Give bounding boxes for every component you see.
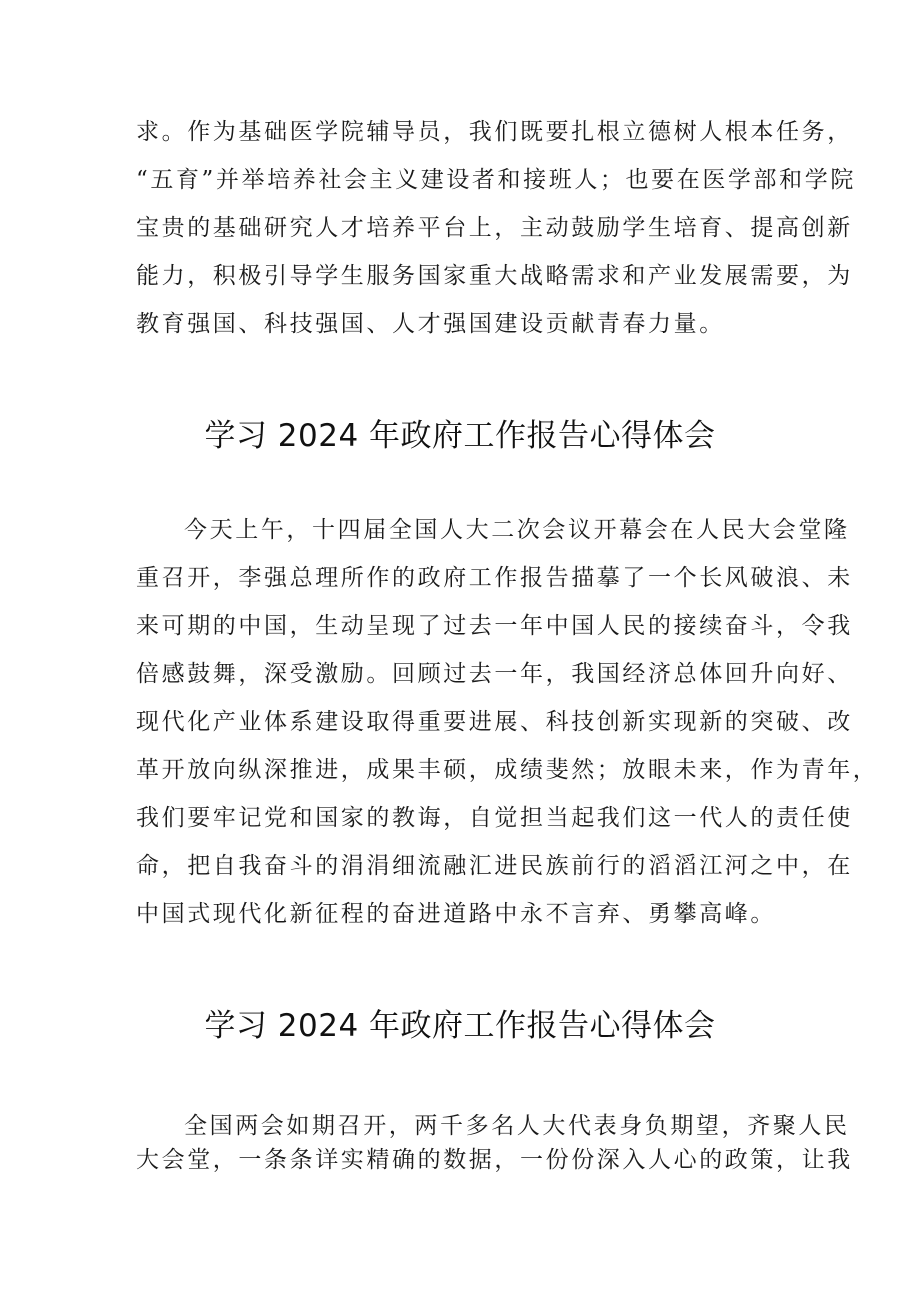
- section-title: 学习 2024 年政府工作报告心得体会: [204, 418, 716, 454]
- paragraph-line: 求。作为基础医学院辅导员，我们既要扎根立德树人根本任务，: [136, 119, 853, 145]
- paragraph-line: 命，把自我奋斗的涓涓细流融汇进民族前行的滔滔江河之中，在: [136, 853, 853, 879]
- paragraph-line: 来可期的中国，生动呈现了过去一年中国人民的接续奋斗，令我: [136, 613, 853, 639]
- paragraph-line: 今天上午，十四届全国人大二次会议开幕会在人民大会堂隆: [184, 517, 850, 543]
- paragraph-line: 教育强国、科技强国、人才强国建设贡献青春力量。: [136, 311, 725, 337]
- paragraph-line: 宝贵的基础研究人才培养平台上，主动鼓励学生培育、提高创新: [136, 215, 853, 241]
- paragraph-line: 中国式现代化新征程的奋进道路中永不言弃、勇攀高峰。: [136, 901, 776, 927]
- paragraph-line: 革开放向纵深推进，成果丰硕，成绩斐然；放眼未来，作为青年，: [136, 757, 879, 783]
- section-title: 学习 2024 年政府工作报告心得体会: [204, 1008, 716, 1044]
- paragraph-line: 现代化产业体系建设取得重要进展、科技创新实现新的突破、改: [136, 709, 853, 735]
- paragraph-line: 大会堂，一条条详实精确的数据，一份份深入人心的政策，让我: [136, 1147, 853, 1173]
- paragraph-line: 能力，积极引导学生服务国家重大战略需求和产业发展需要，为: [136, 263, 853, 289]
- paragraph-line: 我们要牢记党和国家的教诲，自觉担当起我们这一代人的责任使: [136, 805, 853, 831]
- paragraph-line: 倍感鼓舞，深受激励。回顾过去一年，我国经济总体回升向好、: [136, 661, 853, 687]
- paragraph-line: “五育”并举培养社会主义建设者和接班人；也要在医学部和学院: [136, 167, 856, 193]
- paragraph-line: 全国两会如期召开，两千多名人大代表身负期望，齐聚人民: [184, 1113, 850, 1139]
- paragraph-line: 重召开，李强总理所作的政府工作报告描摹了一个长风破浪、未: [136, 565, 853, 591]
